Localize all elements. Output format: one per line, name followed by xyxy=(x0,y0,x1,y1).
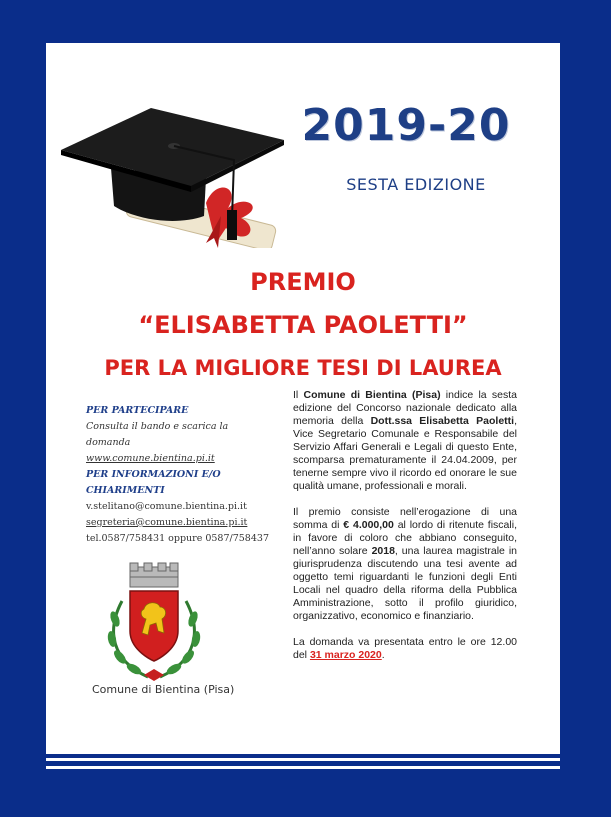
website-link[interactable]: www.comune.bientina.pi.it xyxy=(86,453,215,464)
paragraph-prize: Il premio consiste nell’erogazione di una somma di € 4.000,00 al lordo di ritenute fiscali, in favore di coloro che abbiano conseguito, nell’anno solare 2018, una laurea magistrale in giurisprudenza discutendo una tesi avente ad oggetto temi riguardanti le funzioni degli Enti Locali nel quadro della riforma della Pubblica Amministrazione, sotto il profilo giuridico, organizzativo, economico e finanziario. xyxy=(293,506,517,622)
emblem-caption: Comune di Bientina (Pisa) xyxy=(92,683,235,696)
graduation-cap-icon xyxy=(56,98,286,248)
announcement-text xyxy=(293,389,517,675)
bottom-rule xyxy=(46,761,560,766)
contact-column xyxy=(86,403,281,547)
email-link-1[interactable]: v.stelitano@comune.bientina.pi.it xyxy=(86,501,247,512)
paragraph-intro: Il Comune di Bientina (Pisa) indice la sesta edizione del Concorso nazionale dedicato alla memoria della Dott.ssa Elisabetta Paoletti, Vice Segretario Comunale e Responsabile del Servizio Affari Generali e Legali di questo Ente, scomparsa prematuramente il 24.04.2009, per tenerne sempre vivo il ricordo ed onorare le sue qualità umane, professionali e morali. xyxy=(293,389,517,492)
edition-year: 2019-20 xyxy=(301,100,511,151)
participate-text-2: domanda xyxy=(86,437,131,448)
poster-page xyxy=(46,43,560,754)
title-name: “ELISABETTA PAOLETTI” xyxy=(138,311,468,339)
email-link-2[interactable]: segreteria@comune.bientina.pi.it xyxy=(86,517,248,528)
bottom-band xyxy=(46,758,560,769)
edition-label: SESTA EDIZIONE xyxy=(346,175,486,194)
participate-heading: PER PARTECIPARE xyxy=(86,405,189,416)
info-heading: PER INFORMAZIONI E/O CHIARIMENTI xyxy=(86,469,221,496)
municipal-emblem-icon xyxy=(100,561,208,683)
paragraph-deadline: La domanda va presentata entro le ore 12.00 del 31 marzo 2020. xyxy=(293,636,517,661)
deadline-date: 31 marzo 2020 xyxy=(309,649,382,661)
phone-numbers: tel.0587/758431 oppure 0587/758437 xyxy=(86,533,269,544)
participate-text-1: Consulta il bando e scarica la xyxy=(86,421,229,432)
title-subtitle: PER LA MIGLIORE TESI DI LAUREA xyxy=(104,356,502,380)
title-premio: PREMIO xyxy=(250,268,356,296)
